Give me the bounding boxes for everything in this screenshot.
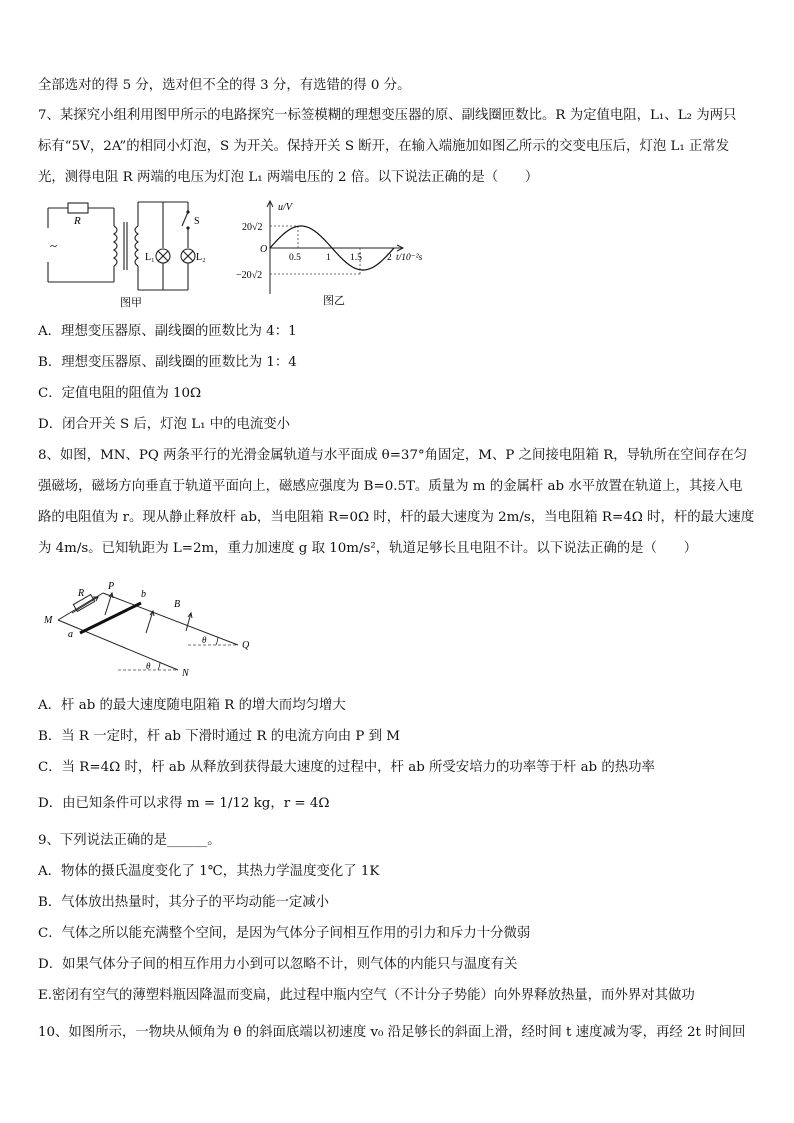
svg-text:N: N	[182, 668, 189, 679]
svg-text:P: P	[108, 581, 115, 592]
q7-stem-line-1: 7、某探究小组利用图甲所示的电路探究一标签模糊的理想变压器的原、副线圈匝数比。R 为定值电阻，L₁、L₂ 为两只	[38, 108, 737, 123]
section-note: 全部选对的得 5 分，选对但不全的得 3 分，有选错的得 0 分。	[38, 78, 411, 93]
q8-rails-figure	[38, 575, 268, 680]
q9-option-b: B．气体放出热量时，其分子的平均动能一定减小	[38, 895, 330, 910]
svg-text:−20√2: −20√2	[236, 270, 263, 281]
svg-text:图乙: 图乙	[323, 295, 345, 307]
q10-stem: 10、如图所示，一物块从倾角为 θ 的斜面底端以初速度 v₀ 沿足够长的斜面上滑，经时间 t 速度减为零，再经 2t 时间回	[38, 1025, 746, 1040]
svg-text:Q: Q	[242, 640, 250, 651]
q8-option-c: C．当 R=4Ω 时，杆 ab 从释放到获得最大速度的过程中，杆 ab 所受安培力的功率等于杆 ab 的热功率	[38, 760, 655, 775]
svg-text:L₁: L₁	[145, 252, 155, 263]
svg-text:θ: θ	[146, 661, 151, 671]
q7-option-a: A．理想变压器原、副线圈的匝数比为 4：1	[38, 324, 297, 339]
svg-text:1.5: 1.5	[350, 253, 362, 263]
svg-text:a: a	[68, 629, 73, 640]
resistor-r	[68, 203, 88, 213]
q7-option-c: C．定值电阻的阻值为 10Ω	[38, 386, 202, 401]
q7-option-b: B．理想变压器原、副线圈的匝数比为 1：4	[38, 355, 297, 370]
q8-stem-line-3: 路的电阻值为 r。现从静止释放杆 ab，当电阻箱 R=0Ω 时，杆的最大速度为 2m/s，当电阻箱 R=4Ω 时，杆的最大速度	[38, 510, 755, 525]
rail-mn	[58, 620, 178, 670]
q8-option-a: A．杆 ab 的最大速度随电阻箱 R 的增大而均匀增大	[38, 698, 346, 713]
q8-stem-line-2: 强磁场，磁场方向垂直于轨道平面向上，磁感应强度为 B=0.5T。质量为 m 的金属杆 ab 水平放置在轨道上，其接入电	[38, 479, 743, 494]
q8-option-d: D．由已知条件可以求得 m = 1/12 kg，r = 4Ω	[38, 796, 330, 811]
switch-s	[182, 212, 188, 226]
q8-stem-line-1: 8、如图，MN、PQ 两条平行的光滑金属轨道与水平面成 θ=37°角固定，M、P 之间接电阻箱 R，导轨所在空间存在匀	[38, 448, 748, 463]
svg-text:2: 2	[387, 253, 392, 263]
q9-option-c: C．气体之所以能充满整个空间，是因为气体分子间相互作用的引力和斥力十分微弱	[38, 926, 531, 941]
svg-text:t/10⁻²s: t/10⁻²s	[396, 253, 423, 263]
svg-text:~: ~	[50, 238, 58, 253]
svg-text:S: S	[194, 216, 200, 227]
q7-circuit-figure	[38, 190, 228, 308]
svg-text:u/V: u/V	[278, 202, 292, 213]
q8-option-b: B．当 R 一定时，杆 ab 下滑时通过 R 的电流方向由 P 到 M	[38, 729, 401, 744]
q7-voltage-chart	[228, 198, 428, 310]
svg-text:20√2: 20√2	[242, 222, 263, 233]
svg-text:R: R	[78, 588, 85, 599]
q7-stem-line-3: 光，测得电阻 R 两端的电压为灯泡 L₁ 两端电压的 2 倍。以下说法正确的是（ ）	[38, 170, 539, 185]
svg-text:图甲: 图甲	[120, 297, 142, 308]
rod-ab	[80, 603, 141, 633]
svg-text:b: b	[141, 589, 146, 600]
q9-option-d: D．如果气体分子间的相互作用力小到可以忽略不计，则气体的内能只与温度有关	[38, 957, 518, 972]
q9-option-a: A．物体的摄氏温度变化了 1℃，其热力学温度变化了 1K	[38, 864, 380, 879]
svg-text:θ: θ	[202, 635, 207, 645]
svg-text:L₂: L₂	[196, 252, 206, 263]
primary-coil	[114, 226, 117, 266]
q7-option-d: D．闭合开关 S 后，灯泡 L₁ 中的电流变小	[38, 417, 291, 432]
svg-text:O: O	[260, 244, 268, 255]
svg-text:R: R	[74, 215, 81, 227]
svg-text:1: 1	[326, 253, 331, 263]
svg-text:0.5: 0.5	[289, 253, 301, 263]
svg-text:M: M	[44, 615, 53, 626]
q7-stem-line-2: 标有“5V，2A”的相同小灯泡，S 为开关。保持开关 S 断开，在输入端施加如图乙所示的交变电压后，灯泡 L₁ 正常发	[38, 139, 730, 154]
secondary-coil	[135, 226, 138, 266]
q9-stem: 9、下列说法正确的是______。	[38, 833, 221, 848]
q8-stem-line-4: 为 4m/s。已知轨距为 L=2m，重力加速度 g 取 10m/s²，轨道足够长且电阻不计。以下说法正确的是（ ）	[38, 541, 698, 556]
q9-option-e: E.密闭有空气的薄塑料瓶因降温而变扁，此过程中瓶内空气（不计分子势能）向外界释放热量，而外界对其做功	[38, 988, 695, 1003]
svg-text:B: B	[174, 599, 181, 610]
